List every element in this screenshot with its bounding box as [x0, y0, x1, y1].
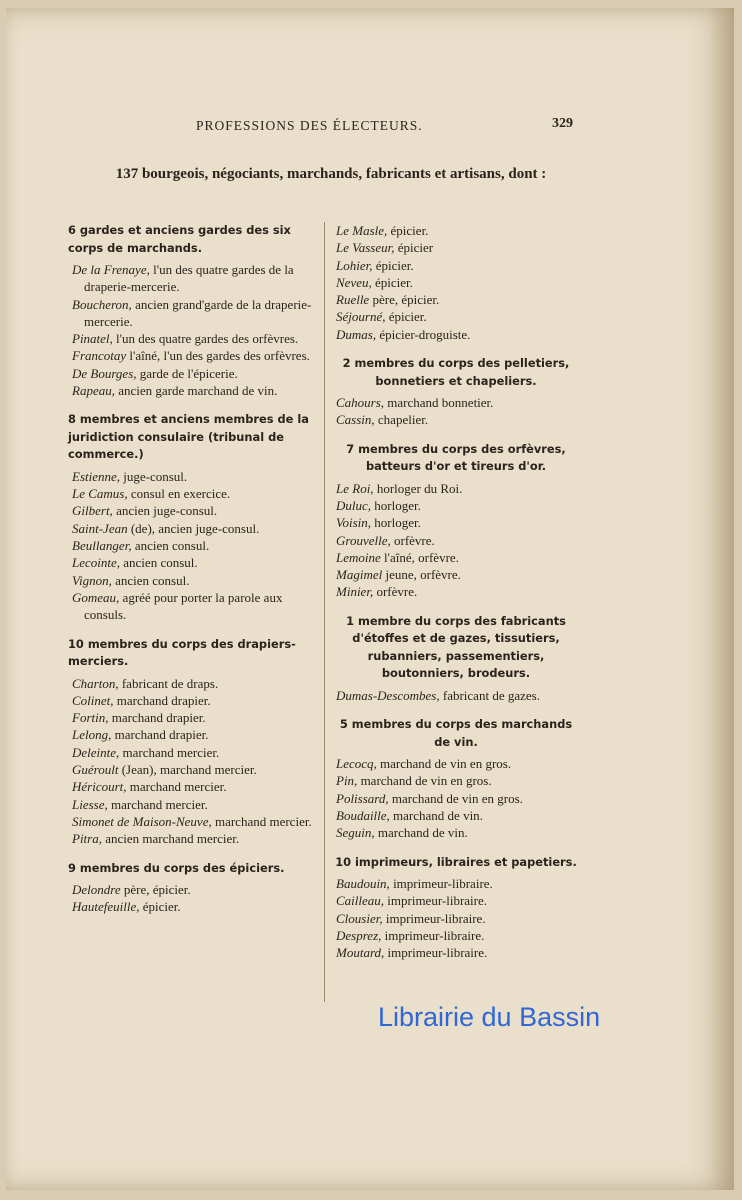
entry-description: fabricant de draps. — [118, 675, 219, 691]
entry — [68, 572, 318, 589]
entry-name: Colinet, — [72, 692, 114, 708]
entry — [332, 532, 580, 549]
entry-name: Pitra, — [72, 831, 102, 847]
entry — [332, 824, 580, 841]
entry-name: Saint-Jean — [72, 520, 128, 536]
section-heading: 10 membres du corps des drapiers-merciers. — [68, 636, 296, 669]
entry-name: Liesse, — [72, 796, 108, 812]
entry-name: Fortin, — [72, 710, 109, 726]
entry-name: Cassin, — [336, 412, 375, 428]
entry-name: Rapeau, — [72, 383, 115, 399]
section-heading: 1 membre du corps des fabricants d'étoffes et de gazes, tissutiers, rubanniers, passementiers, boutonniers, brodeurs. — [346, 613, 566, 681]
entry-description: ancien juge-consul. — [112, 503, 218, 519]
entry — [332, 687, 580, 704]
entry-description: marchand drapier. — [113, 692, 211, 708]
entry-name: Le Camus, — [72, 486, 128, 502]
entry-description: épicier. — [385, 309, 427, 325]
entry — [332, 875, 580, 892]
entry-description: consul en exercice. — [127, 486, 231, 502]
entry-description: marchand de vin en gros. — [388, 790, 523, 806]
entry — [68, 365, 318, 382]
entry-name: Grouvelle, — [336, 532, 391, 548]
entry-description: horloger. — [371, 515, 421, 531]
section-heading: 2 membres du corps des pelletiers, bonnetiers et chapeliers. — [342, 356, 570, 388]
entry — [68, 537, 318, 554]
entry — [332, 480, 580, 497]
running-head: PROFESSIONS DES ÉLECTEURS. — [196, 118, 423, 133]
entry-description: imprimeur-libraire. — [384, 945, 488, 961]
entry-description: père, épicier. — [120, 882, 191, 898]
entry — [68, 347, 318, 364]
entry-description: horloger du Roi. — [373, 480, 463, 496]
entry-name: Gilbert, — [72, 503, 113, 519]
entry-description: orfèvre. — [373, 584, 418, 600]
entry-description: marchand drapier. — [108, 710, 206, 726]
entry-description: ancien garde marchand de vin. — [114, 383, 278, 399]
entry — [68, 382, 318, 399]
entry — [332, 497, 580, 514]
entry-description: fabricant de gazes. — [439, 687, 540, 703]
entry-name: Seguin, — [336, 825, 375, 841]
entry — [68, 485, 318, 502]
entry — [68, 778, 318, 795]
entry-description: imprimeur-libraire. — [382, 910, 486, 926]
entry — [332, 566, 580, 583]
entry-description: jeune, orfèvre. — [382, 567, 461, 583]
entry — [332, 308, 580, 325]
entry-description: ancien grand'garde de la draperie-mercerie. — [84, 296, 312, 329]
section-heading: 5 membres du corps des marchands de vin. — [339, 717, 573, 749]
entry — [332, 514, 580, 531]
entry — [332, 394, 580, 411]
entry-name: Le Masle, — [336, 223, 388, 238]
entry-description: imprimeur-libraire. — [389, 876, 493, 892]
entry — [68, 468, 318, 485]
entry-name: Le Roi, — [336, 480, 374, 496]
entry-name: Beullanger, — [72, 538, 132, 554]
entry — [68, 796, 318, 813]
entry-description: ancien consul. — [120, 555, 198, 571]
entry-description: marchand de vin. — [389, 807, 483, 823]
entry-description: imprimeur-libraire. — [384, 893, 488, 909]
section — [332, 355, 580, 429]
entry-description: marchand drapier. — [111, 727, 209, 743]
entry — [332, 944, 580, 961]
entry-description: épicier. — [139, 899, 181, 915]
entry — [332, 892, 580, 909]
entry — [332, 790, 580, 807]
entry — [332, 549, 580, 566]
entry-name: Estienne, — [72, 468, 121, 484]
entry-description: l'aîné, orfèvre. — [380, 549, 459, 565]
entry-name: Boucheron, — [72, 296, 132, 312]
entry-name: Baudouin, — [336, 876, 390, 892]
entry-description: agréé pour porter la parole aux consuls. — [84, 589, 283, 623]
entry — [332, 326, 580, 343]
entry-description: marchand de vin. — [374, 825, 468, 841]
entry-description: (Jean), marchand mercier. — [118, 762, 257, 778]
entry-description: horloger. — [371, 497, 421, 513]
entry-description: juge-consul. — [120, 468, 188, 484]
page-number: 329 — [552, 116, 573, 131]
watermark: Librairie du Bassin — [378, 1002, 601, 1032]
section — [68, 222, 318, 399]
entry-name: Lecocq, — [336, 756, 377, 772]
entry-name: Guéroult — [72, 762, 119, 778]
entry-description: marchand de vin en gros. — [357, 773, 492, 789]
entry-name: Lemoine — [336, 549, 381, 565]
page-title: 137 bourgeois, négociants, marchands, fabricants et artisans, dont : — [115, 166, 547, 182]
entry-name: Séjourné, — [336, 309, 386, 325]
entry-description: orfèvre. — [390, 532, 435, 548]
entry-name: Neveu, — [336, 274, 372, 290]
column-divider — [324, 222, 325, 1002]
left-column — [68, 222, 318, 928]
entry-name: Hautefeuille, — [72, 899, 140, 915]
entry — [332, 583, 580, 600]
entry-description: marchand mercier. — [119, 744, 220, 760]
entry-name: Héricourt, — [72, 779, 127, 795]
entry — [68, 726, 318, 743]
entry-description: ancien consul. — [131, 538, 210, 554]
page-fold-shadow — [708, 8, 734, 1190]
book-page — [6, 8, 734, 1190]
entry-description: épicier — [394, 240, 434, 256]
entry-name: Dumas-Descombes, — [336, 687, 440, 703]
section-heading: 6 gardes et anciens gardes des six corps de marchands. — [68, 223, 291, 255]
entry-name: Moutard, — [336, 945, 385, 961]
entry — [332, 755, 580, 772]
entry-name: De la Frenaye, — [72, 262, 150, 277]
entry-description: chapelier. — [374, 412, 429, 428]
entry-name: Magimel — [336, 567, 383, 583]
entry-name: Pinatel, — [72, 331, 113, 347]
entry — [68, 692, 318, 709]
entry-name: Boudaille, — [336, 807, 390, 823]
entry-name: Ruelle — [336, 292, 370, 308]
entry — [68, 761, 318, 778]
entry-description: l'aîné, l'un des gardes des orfèvres. — [126, 348, 310, 364]
entry-name: De Bourges, — [72, 365, 137, 381]
entry — [332, 411, 580, 428]
entry — [332, 274, 580, 291]
section — [332, 854, 580, 962]
entry-description: (de), ancien juge-consul. — [127, 520, 260, 536]
entry — [332, 222, 580, 239]
entry — [332, 927, 580, 944]
right-column — [332, 222, 580, 974]
entry-name: Lecointe, — [72, 555, 121, 571]
entry-name: Gomeau, — [72, 589, 120, 605]
entry-description: marchand mercier. — [107, 796, 208, 812]
entry — [68, 330, 318, 347]
entry — [68, 898, 318, 915]
entry-name: Pin, — [336, 773, 358, 789]
entry-name: Charton, — [72, 675, 119, 691]
entry — [332, 257, 580, 274]
entry-description: l'un des quatre gardes de la draperie-mercerie. — [84, 262, 294, 295]
entry-name: Simonet de Maison-Neuve, — [72, 813, 212, 829]
section — [332, 441, 580, 601]
entry-description: marchand bonnetier. — [384, 395, 494, 411]
entry — [332, 239, 580, 256]
entry-name: Duluc, — [336, 497, 372, 513]
section — [68, 860, 318, 916]
section — [332, 716, 580, 841]
entry — [68, 709, 318, 726]
entry-description: ancien consul. — [111, 572, 190, 588]
entry-description: père, épicier. — [369, 292, 440, 308]
entry-name: Le Vasseur, — [336, 240, 395, 256]
entry-description: garde de l'épicerie. — [136, 365, 238, 381]
entry-name: Polissard, — [336, 790, 389, 806]
entry-name: Dumas, — [336, 326, 377, 342]
entry — [68, 744, 318, 761]
entry — [332, 910, 580, 927]
entry-description: l'un des quatre gardes des orfèvres. — [112, 331, 299, 347]
entry — [68, 881, 318, 898]
entry-description: marchand de vin en gros. — [376, 756, 512, 772]
entry — [68, 502, 318, 519]
entry — [332, 772, 580, 789]
section-heading: 7 membres du corps des orfèvres, batteurs d'or et tireurs d'or. — [346, 441, 566, 474]
entry-name: Minier, — [336, 584, 374, 600]
entry-name: Deleinte, — [72, 744, 120, 760]
entry — [68, 675, 318, 692]
entry-description: épicier. — [371, 274, 413, 290]
section-heading: 8 membres et anciens membres de la juridiction consulaire (tribunal de commerce.) — [68, 412, 309, 462]
entry-name: Delondre — [72, 882, 121, 898]
entry — [68, 520, 318, 537]
section — [332, 222, 580, 343]
entry — [68, 830, 318, 847]
entry-name: Clousier, — [336, 910, 383, 926]
entry-name: Cahours, — [336, 395, 385, 411]
entry-name: Desprez, — [336, 927, 382, 943]
entry — [332, 291, 580, 308]
entry-description: ancien marchand mercier. — [101, 831, 240, 847]
section — [332, 613, 580, 704]
entry-description: épicier. — [387, 223, 429, 238]
entry-name: Voisin, — [336, 515, 372, 531]
entry-name: Cailleau, — [336, 893, 385, 909]
entry-description: marchand mercier. — [126, 779, 227, 795]
entry — [332, 807, 580, 824]
entry — [68, 554, 318, 571]
section — [68, 636, 318, 848]
section-heading: 10 imprimeurs, libraires et papetiers. — [335, 854, 577, 869]
entry-description: imprimeur-libraire. — [381, 927, 485, 943]
entry — [68, 813, 318, 830]
entry-description: épicier. — [372, 257, 414, 273]
entry-name: Lelong, — [72, 727, 112, 743]
entry — [68, 296, 318, 331]
section — [68, 411, 318, 623]
entry — [68, 261, 318, 296]
entry-description: marchand mercier. — [211, 813, 312, 829]
section-heading: 9 membres du corps des épiciers. — [68, 860, 285, 875]
entry-description: épicier-droguiste. — [376, 326, 471, 342]
entry-name: Lohier, — [336, 257, 373, 273]
entry-name: Vignon, — [72, 572, 112, 588]
entry-name: Francotay — [72, 348, 127, 364]
entry — [68, 589, 318, 624]
